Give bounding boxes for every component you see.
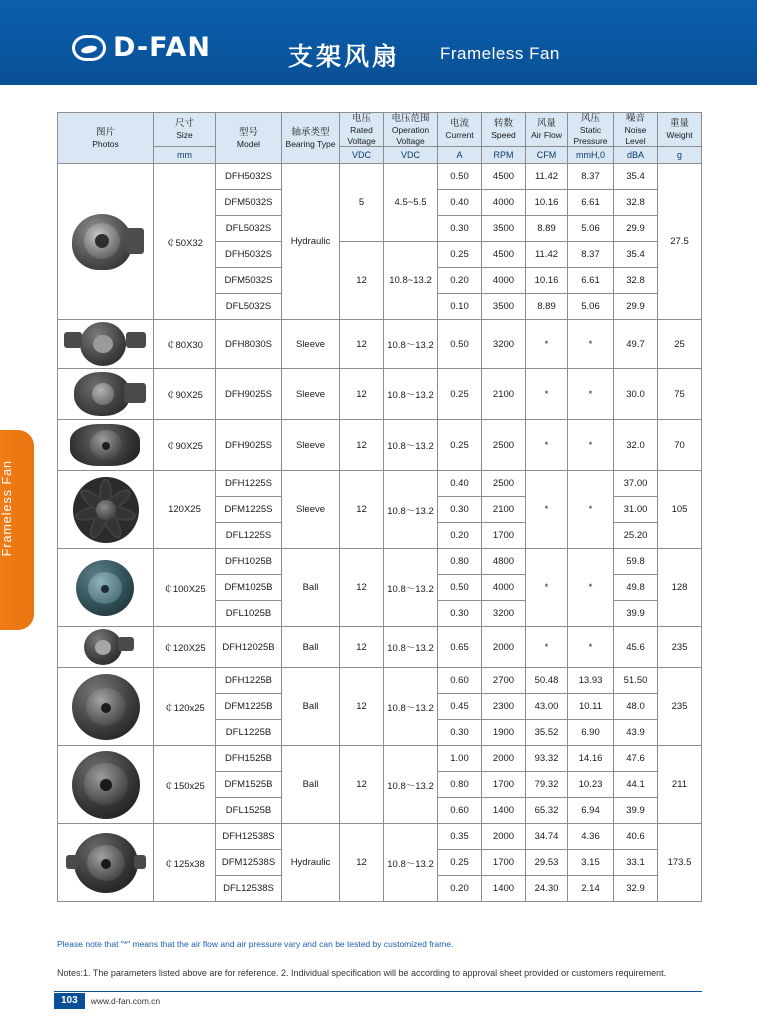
axial-fan-illustration xyxy=(73,477,139,543)
airflow-cell: 50.48 xyxy=(526,668,568,694)
noise-cell: 40.6 xyxy=(614,824,658,850)
table-row xyxy=(58,746,702,772)
speed-cell: 2500 xyxy=(482,471,526,497)
model-cell: DFL12538S xyxy=(216,876,282,902)
current-cell: 1.00 xyxy=(438,746,482,772)
noise-cell: 32.0 xyxy=(614,420,658,471)
fan-photo xyxy=(59,746,152,823)
noise-cell: 33.1 xyxy=(614,850,658,876)
speed-cell: 4000 xyxy=(482,575,526,601)
fan-photo xyxy=(59,369,152,419)
airflow-cell: * xyxy=(526,420,568,471)
table-head xyxy=(58,113,702,164)
speed-cell: 3200 xyxy=(482,320,526,369)
operation-voltage-cell: 10.8～13.2 xyxy=(384,549,438,627)
col-current: 电流 Current xyxy=(438,113,482,147)
model-cell: DFM12538S xyxy=(216,850,282,876)
airflow-cell: 35.52 xyxy=(526,720,568,746)
table-body xyxy=(58,164,702,902)
weight-cell: 27.5 xyxy=(658,164,702,320)
fan-photo-cell xyxy=(58,746,154,824)
rated-voltage-cell: 12 xyxy=(340,420,384,471)
units-row xyxy=(58,147,702,164)
speed-cell: 3500 xyxy=(482,294,526,320)
operation-voltage-cell: 10.8～13.2 xyxy=(384,420,438,471)
rated-voltage-cell: 12 xyxy=(340,824,384,902)
model-cell: DFL1525B xyxy=(216,798,282,824)
operation-voltage-cell: 10.8～13.2 xyxy=(384,320,438,369)
airflow-cell: 79.32 xyxy=(526,772,568,798)
speed-cell: 1700 xyxy=(482,523,526,549)
table-row xyxy=(58,369,702,420)
speed-cell: 2000 xyxy=(482,627,526,668)
weight-cell: 173.5 xyxy=(658,824,702,902)
table-row xyxy=(58,320,702,369)
fan-photo-cell xyxy=(58,369,154,420)
operation-voltage-cell: 10.8~13.2 xyxy=(384,242,438,320)
pressure-cell: 14.16 xyxy=(568,746,614,772)
rated-voltage-cell: 12 xyxy=(340,668,384,746)
operation-voltage-cell: 10.8～13.2 xyxy=(384,746,438,824)
airflow-cell: * xyxy=(526,549,568,627)
col-airflow: 风量 Air Flow xyxy=(526,113,568,147)
pressure-cell: * xyxy=(568,549,614,627)
size-cell: ￠150x25 xyxy=(154,746,216,824)
website-url: www.d-fan.com.cn xyxy=(90,996,161,1006)
header-row xyxy=(58,113,702,147)
current-cell: 0.30 xyxy=(438,216,482,242)
noise-cell: 29.9 xyxy=(614,294,658,320)
asterisk-note: Please note that "*" means that the air flow and air pressure vary and can be tested by customized frame. xyxy=(57,939,454,949)
model-cell: DFH5032S xyxy=(216,164,282,190)
airflow-cell: * xyxy=(526,471,568,549)
noise-cell: 29.9 xyxy=(614,216,658,242)
current-cell: 0.45 xyxy=(438,694,482,720)
weight-cell: 70 xyxy=(658,420,702,471)
bearing-cell: Sleeve xyxy=(282,369,340,420)
noise-cell: 35.4 xyxy=(614,164,658,190)
speed-cell: 3200 xyxy=(482,601,526,627)
model-cell: DFH5032S xyxy=(216,242,282,268)
col-photos: 图片 Photos xyxy=(58,113,154,164)
pressure-cell: 8.37 xyxy=(568,242,614,268)
pressure-cell: 5.06 xyxy=(568,294,614,320)
noise-cell: 39.9 xyxy=(614,601,658,627)
pressure-cell: 6.94 xyxy=(568,798,614,824)
model-cell: DFL5032S xyxy=(216,216,282,242)
col-voltage: 电压 Rated Voltage xyxy=(340,113,384,147)
rated-voltage-cell: 12 xyxy=(340,320,384,369)
speed-cell: 4800 xyxy=(482,549,526,575)
general-notes: Notes:1. The parameters listed above are for reference. 2. Individual specification will be according to approval sheet provided or customers requirement. xyxy=(57,968,667,978)
speed-cell: 2300 xyxy=(482,694,526,720)
size-cell: 120X25 xyxy=(154,471,216,549)
operation-voltage-cell: 10.8～13.2 xyxy=(384,627,438,668)
airflow-cell: 8.89 xyxy=(526,216,568,242)
airflow-cell: 43.00 xyxy=(526,694,568,720)
operation-voltage-cell: 10.8～13.2 xyxy=(384,369,438,420)
pressure-cell: 10.11 xyxy=(568,694,614,720)
bearing-cell: Ball xyxy=(282,549,340,627)
model-cell: DFM1025B xyxy=(216,575,282,601)
spec-table-container xyxy=(57,112,701,902)
noise-cell: 48.0 xyxy=(614,694,658,720)
speed-cell: 2100 xyxy=(482,369,526,420)
model-cell: DFH12025B xyxy=(216,627,282,668)
airflow-cell: 29.53 xyxy=(526,850,568,876)
weight-cell: 75 xyxy=(658,369,702,420)
unit-pressure: mmH,0 xyxy=(568,147,614,164)
rated-voltage-cell: 5 xyxy=(340,164,384,242)
fan-photo xyxy=(59,471,152,548)
operation-voltage-cell: 4.5~5.5 xyxy=(384,164,438,242)
model-cell: DFH1025B xyxy=(216,549,282,575)
pressure-cell: * xyxy=(568,369,614,420)
size-cell: ￠90X25 xyxy=(154,420,216,471)
current-cell: 0.20 xyxy=(438,876,482,902)
table-row xyxy=(58,420,702,471)
model-cell: DFL5032S xyxy=(216,294,282,320)
noise-cell: 32.8 xyxy=(614,190,658,216)
unit-size: mm xyxy=(154,147,216,164)
fan-photo-cell xyxy=(58,549,154,627)
col-speed: 转数 Speed xyxy=(482,113,526,147)
fan-photo xyxy=(59,824,152,901)
current-cell: 0.20 xyxy=(438,523,482,549)
noise-cell: 47.6 xyxy=(614,746,658,772)
airflow-cell: 11.42 xyxy=(526,164,568,190)
pressure-cell: * xyxy=(568,627,614,668)
model-cell: DFM5032S xyxy=(216,268,282,294)
fan-logo-icon xyxy=(72,35,106,61)
size-cell: ￠80X30 xyxy=(154,320,216,369)
table-row xyxy=(58,824,702,850)
pressure-cell: 2.14 xyxy=(568,876,614,902)
pressure-cell: 3.15 xyxy=(568,850,614,876)
model-cell: DFH8030S xyxy=(216,320,282,369)
table-row xyxy=(58,549,702,575)
current-cell: 0.30 xyxy=(438,497,482,523)
pressure-cell: 5.06 xyxy=(568,216,614,242)
unit-airflow: CFM xyxy=(526,147,568,164)
col-operation-voltage: 电压范围 Operation Voltage xyxy=(384,113,438,147)
current-cell: 0.60 xyxy=(438,798,482,824)
weight-cell: 105 xyxy=(658,471,702,549)
noise-cell: 32.8 xyxy=(614,268,658,294)
noise-cell: 44.1 xyxy=(614,772,658,798)
airflow-cell: 10.16 xyxy=(526,190,568,216)
pressure-cell: * xyxy=(568,320,614,369)
airflow-cell: * xyxy=(526,627,568,668)
size-cell: ￠125x38 xyxy=(154,824,216,902)
speed-cell: 1900 xyxy=(482,720,526,746)
table-row xyxy=(58,627,702,668)
table-row xyxy=(58,471,702,497)
airflow-cell: 24.30 xyxy=(526,876,568,902)
rated-voltage-cell: 12 xyxy=(340,746,384,824)
speed-cell: 1400 xyxy=(482,876,526,902)
col-size: 尺寸 Size xyxy=(154,113,216,147)
model-cell: DFM1225B xyxy=(216,694,282,720)
model-cell: DFH1225B xyxy=(216,668,282,694)
fan-photo xyxy=(59,627,152,667)
noise-cell: 49.7 xyxy=(614,320,658,369)
bearing-cell: Hydraulic xyxy=(282,164,340,320)
current-cell: 0.20 xyxy=(438,268,482,294)
current-cell: 0.40 xyxy=(438,190,482,216)
model-cell: DFM5032S xyxy=(216,190,282,216)
weight-cell: 235 xyxy=(658,668,702,746)
airflow-cell: 65.32 xyxy=(526,798,568,824)
current-cell: 0.35 xyxy=(438,824,482,850)
col-weight: 重量 Weight xyxy=(658,113,702,147)
current-cell: 0.65 xyxy=(438,627,482,668)
noise-cell: 30.0 xyxy=(614,369,658,420)
speed-cell: 4500 xyxy=(482,164,526,190)
page-title-en: Frameless Fan xyxy=(440,44,560,63)
bearing-cell: Sleeve xyxy=(282,420,340,471)
model-cell: DFM1525B xyxy=(216,772,282,798)
unit-current: A xyxy=(438,147,482,164)
rated-voltage-cell: 12 xyxy=(340,242,384,320)
model-cell: DFH1225S xyxy=(216,471,282,497)
noise-cell: 25.20 xyxy=(614,523,658,549)
rated-voltage-cell: 12 xyxy=(340,549,384,627)
page-header xyxy=(0,0,757,88)
size-cell: ￠50X32 xyxy=(154,164,216,320)
weight-cell: 128 xyxy=(658,549,702,627)
current-cell: 0.25 xyxy=(438,420,482,471)
speed-cell: 3500 xyxy=(482,216,526,242)
current-cell: 0.50 xyxy=(438,320,482,369)
noise-cell: 35.4 xyxy=(614,242,658,268)
airflow-cell: 34.74 xyxy=(526,824,568,850)
speed-cell: 4000 xyxy=(482,190,526,216)
pressure-cell: * xyxy=(568,471,614,549)
rated-voltage-cell: 12 xyxy=(340,627,384,668)
unit-voltage: VDC xyxy=(340,147,384,164)
side-tab-frameless-fan xyxy=(0,430,34,630)
airflow-cell: * xyxy=(526,320,568,369)
weight-cell: 235 xyxy=(658,627,702,668)
airflow-cell: 8.89 xyxy=(526,294,568,320)
pressure-cell: 8.37 xyxy=(568,164,614,190)
current-cell: 0.40 xyxy=(438,471,482,497)
current-cell: 0.25 xyxy=(438,850,482,876)
brand-logo xyxy=(72,32,211,63)
size-cell: ￠90X25 xyxy=(154,369,216,420)
airflow-cell: 11.42 xyxy=(526,242,568,268)
speed-cell: 2000 xyxy=(482,746,526,772)
speed-cell: 2500 xyxy=(482,420,526,471)
unit-speed: RPM xyxy=(482,147,526,164)
pressure-cell: 6.61 xyxy=(568,190,614,216)
noise-cell: 39.9 xyxy=(614,798,658,824)
unit-weight: g xyxy=(658,147,702,164)
bearing-cell: Ball xyxy=(282,668,340,746)
operation-voltage-cell: 10.8～13.2 xyxy=(384,824,438,902)
size-cell: ￠100X25 xyxy=(154,549,216,627)
weight-cell: 25 xyxy=(658,320,702,369)
size-cell: ￠120x25 xyxy=(154,668,216,746)
fan-photo xyxy=(59,320,152,368)
fan-photo-cell xyxy=(58,824,154,902)
noise-cell: 51.50 xyxy=(614,668,658,694)
noise-cell: 49.8 xyxy=(614,575,658,601)
footer-divider xyxy=(54,991,702,992)
bearing-cell: Hydraulic xyxy=(282,824,340,902)
fan-photo xyxy=(59,549,152,626)
col-pressure: 风压 Static Pressure xyxy=(568,113,614,147)
fan-photo-cell xyxy=(58,164,154,320)
table-row xyxy=(58,668,702,694)
airflow-cell: * xyxy=(526,369,568,420)
col-noise: 噪音 Noise Level xyxy=(614,113,658,147)
weight-cell: 211 xyxy=(658,746,702,824)
table-row xyxy=(58,164,702,190)
speed-cell: 1400 xyxy=(482,798,526,824)
model-cell: DFL1225S xyxy=(216,523,282,549)
model-cell: DFH9025S xyxy=(216,420,282,471)
current-cell: 0.10 xyxy=(438,294,482,320)
current-cell: 0.30 xyxy=(438,720,482,746)
noise-cell: 43.9 xyxy=(614,720,658,746)
speed-cell: 2100 xyxy=(482,497,526,523)
model-cell: DFH12538S xyxy=(216,824,282,850)
fan-photo xyxy=(59,668,152,745)
airflow-cell: 93.32 xyxy=(526,746,568,772)
bearing-cell: Ball xyxy=(282,627,340,668)
noise-cell: 31.00 xyxy=(614,497,658,523)
speed-cell: 2000 xyxy=(482,824,526,850)
page-number: 103 xyxy=(54,993,85,1009)
bearing-cell: Sleeve xyxy=(282,320,340,369)
bearing-cell: Ball xyxy=(282,746,340,824)
current-cell: 0.25 xyxy=(438,369,482,420)
model-cell: DFH1525B xyxy=(216,746,282,772)
col-model: 型号 Model xyxy=(216,113,282,164)
model-cell: DFL1225B xyxy=(216,720,282,746)
speed-cell: 1700 xyxy=(482,850,526,876)
unit-noise: dBA xyxy=(614,147,658,164)
current-cell: 0.50 xyxy=(438,164,482,190)
noise-cell: 59.8 xyxy=(614,549,658,575)
footer-bar xyxy=(54,993,160,1009)
fan-photo xyxy=(59,420,152,470)
brand-name: D-FAN xyxy=(113,32,211,63)
fan-spec-table xyxy=(57,112,702,902)
fan-photo xyxy=(59,164,152,319)
noise-cell: 32.9 xyxy=(614,876,658,902)
current-cell: 0.80 xyxy=(438,549,482,575)
model-cell: DFH9025S xyxy=(216,369,282,420)
pressure-cell: * xyxy=(568,420,614,471)
fan-photo-cell xyxy=(58,420,154,471)
side-tab-label: Frameless Fan xyxy=(0,460,14,557)
model-cell: DFL1025B xyxy=(216,601,282,627)
rated-voltage-cell: 12 xyxy=(340,369,384,420)
bearing-cell: Sleeve xyxy=(282,471,340,549)
fan-photo-cell xyxy=(58,627,154,668)
current-cell: 0.30 xyxy=(438,601,482,627)
airflow-cell: 10.16 xyxy=(526,268,568,294)
fan-photo-cell xyxy=(58,471,154,549)
pressure-cell: 10.23 xyxy=(568,772,614,798)
speed-cell: 2700 xyxy=(482,668,526,694)
current-cell: 0.60 xyxy=(438,668,482,694)
current-cell: 0.80 xyxy=(438,772,482,798)
fan-photo-cell xyxy=(58,668,154,746)
pressure-cell: 13.93 xyxy=(568,668,614,694)
noise-cell: 37.00 xyxy=(614,471,658,497)
pressure-cell: 6.90 xyxy=(568,720,614,746)
page-title-cn: 支架风扇 xyxy=(288,43,401,71)
operation-voltage-cell: 10.8～13.2 xyxy=(384,668,438,746)
operation-voltage-cell: 10.8～13.2 xyxy=(384,471,438,549)
current-cell: 0.50 xyxy=(438,575,482,601)
pressure-cell: 6.61 xyxy=(568,268,614,294)
noise-cell: 45.6 xyxy=(614,627,658,668)
unit-operation-voltage: VDC xyxy=(384,147,438,164)
model-cell: DFM1225S xyxy=(216,497,282,523)
col-bearing: 轴承类型 Bearing Type xyxy=(282,113,340,164)
rated-voltage-cell: 12 xyxy=(340,471,384,549)
pressure-cell: 4.36 xyxy=(568,824,614,850)
size-cell: ￠120X25 xyxy=(154,627,216,668)
fan-photo-cell xyxy=(58,320,154,369)
speed-cell: 1700 xyxy=(482,772,526,798)
current-cell: 0.25 xyxy=(438,242,482,268)
speed-cell: 4000 xyxy=(482,268,526,294)
speed-cell: 4500 xyxy=(482,242,526,268)
